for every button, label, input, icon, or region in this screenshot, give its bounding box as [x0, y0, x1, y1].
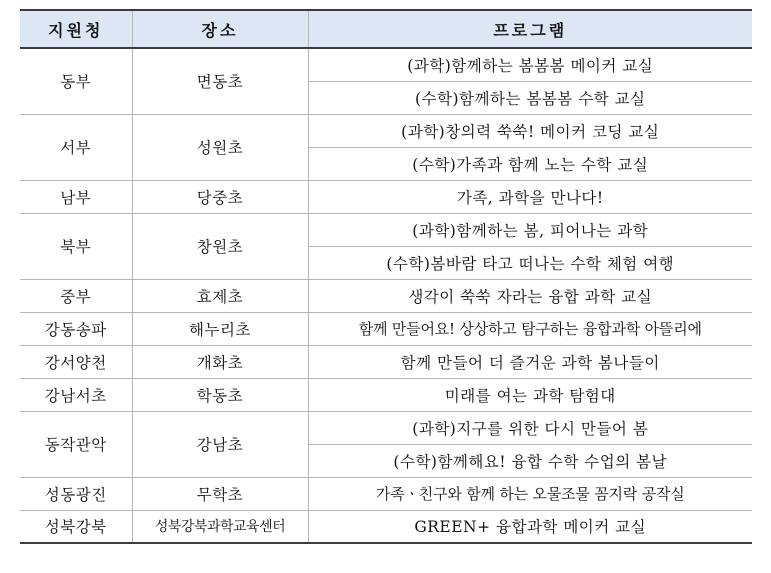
place-cell: 성북강북과학교육센터 — [132, 510, 308, 543]
region-cell: 동작관악 — [20, 411, 132, 477]
table-row — [20, 180, 752, 213]
table-row — [20, 48, 752, 81]
program-cell: 함께 만들어요! 상상하고 탐구하는 융합과학 아뜰리에 — [308, 312, 752, 345]
program-cell: (수학)가족과 함께 노는 수학 교실 — [308, 147, 752, 180]
program-cell: (과학)지구를 위한 다시 만들어 봄 — [308, 411, 752, 444]
place-cell: 해누리초 — [132, 312, 308, 345]
place-cell: 개화초 — [132, 345, 308, 378]
program-cell: (과학)창의력 쑥쑥! 메이커 코딩 교실 — [308, 114, 752, 147]
place-cell: 성원초 — [132, 114, 308, 180]
place-cell: 창원초 — [132, 213, 308, 279]
table-row — [20, 411, 752, 444]
place-cell: 효제초 — [132, 279, 308, 312]
place-cell: 당중초 — [132, 180, 308, 213]
region-cell: 강남서초 — [20, 378, 132, 411]
place-cell: 강남초 — [132, 411, 308, 477]
region-cell: 성동광진 — [20, 477, 132, 510]
header-place: 장소 — [132, 10, 308, 48]
program-cell: 미래를 여는 과학 탐험대 — [308, 378, 752, 411]
table-row — [20, 114, 752, 147]
program-cell: (수학)봄바람 타고 떠나는 수학 체험 여행 — [308, 246, 752, 279]
table-row — [20, 279, 752, 312]
program-cell: (수학)함께해요! 융합 수학 수업의 봄날 — [308, 444, 752, 477]
table-row — [20, 378, 752, 411]
place-cell: 학동초 — [132, 378, 308, 411]
table-header-row — [20, 10, 752, 48]
program-cell: (과학)함께하는 봄봄봄 메이커 교실 — [308, 48, 752, 81]
region-cell: 강서양천 — [20, 345, 132, 378]
table-row — [20, 510, 752, 543]
region-cell: 동부 — [20, 48, 132, 114]
program-cell: 함께 만들어 더 즐거운 과학 봄나들이 — [308, 345, 752, 378]
region-cell: 북부 — [20, 213, 132, 279]
header-program: 프로그램 — [308, 10, 752, 48]
table-row — [20, 213, 752, 246]
program-cell: 가족, 과학을 만나다! — [308, 180, 752, 213]
header-region: 지원청 — [20, 10, 132, 48]
program-cell: GREEN+ 융합과학 메이커 교실 — [308, 510, 752, 543]
place-cell: 면동초 — [132, 48, 308, 114]
table-row — [20, 477, 752, 510]
program-table-container — [20, 9, 752, 544]
region-cell: 강동송파 — [20, 312, 132, 345]
program-cell: 생각이 쑥쑥 자라는 융합 과학 교실 — [308, 279, 752, 312]
program-cell: (과학)함께하는 봄, 피어나는 과학 — [308, 213, 752, 246]
table-row — [20, 312, 752, 345]
table-row — [20, 345, 752, 378]
program-cell: 가족ㆍ친구와 함께 하는 오물조물 꼼지락 공작실 — [308, 477, 752, 510]
region-cell: 성북강북 — [20, 510, 132, 543]
region-cell: 중부 — [20, 279, 132, 312]
region-cell: 남부 — [20, 180, 132, 213]
program-cell: (수학)함께하는 봄봄봄 수학 교실 — [308, 81, 752, 114]
region-cell: 서부 — [20, 114, 132, 180]
place-cell: 무학초 — [132, 477, 308, 510]
program-table — [20, 9, 752, 544]
